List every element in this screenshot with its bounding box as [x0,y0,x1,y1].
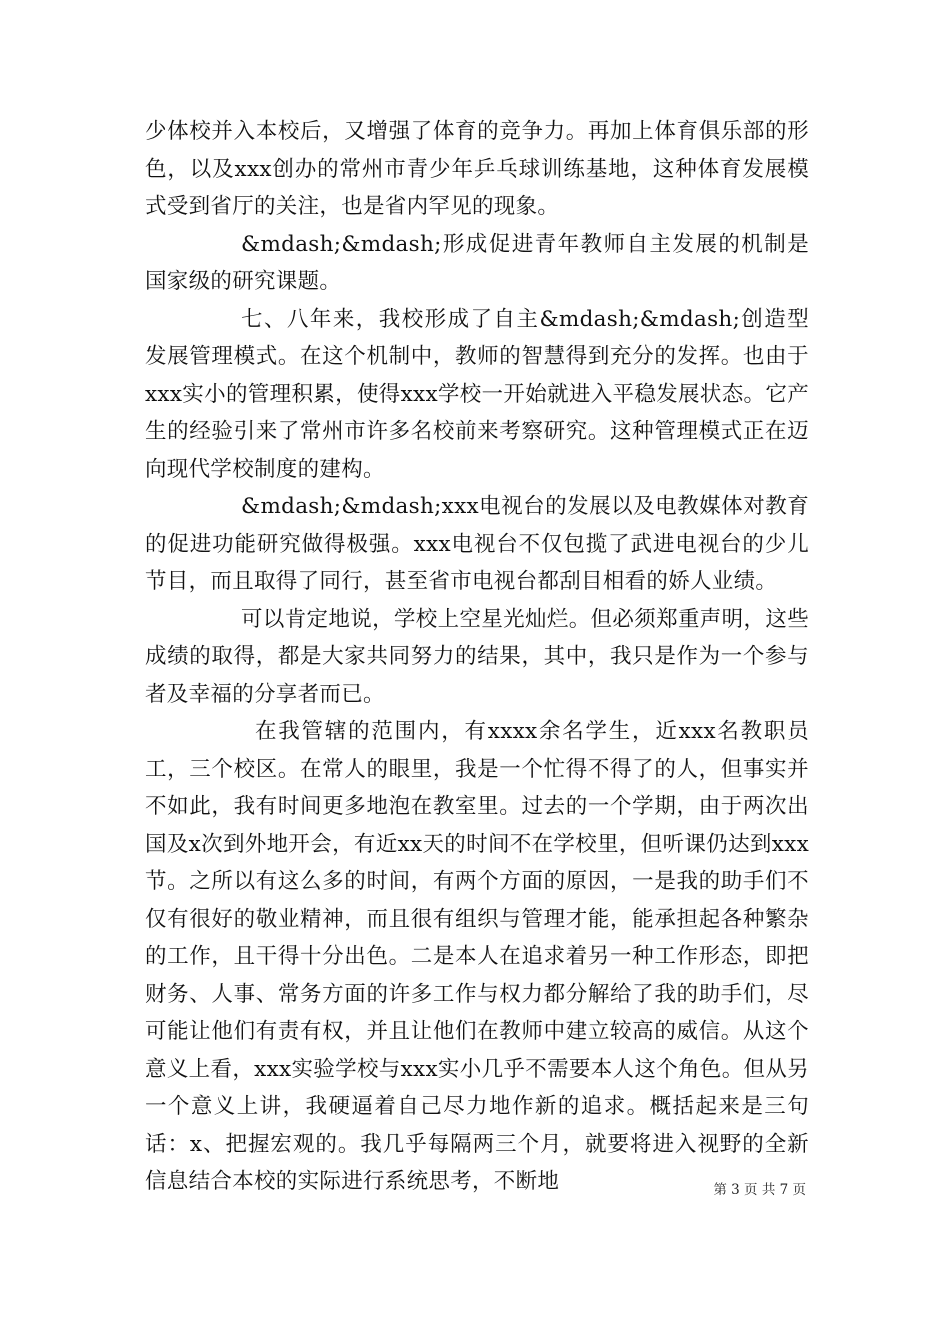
paragraph: 七、八年来，我校形成了自主&mdash;&mdash;创造型发展管理模式。在这个机制中，教师的智慧得到充分的发挥。也由于xxx实小的管理积累，使得xxx学校一开始就进入平稳发展状态。它产生的经验引来了常州市许多名校前来考察研究。这种管理模式正在迈向现代学校制度的建构。 [145,306,809,482]
paragraph: 可以肯定地说，学校上空星光灿烂。但必须郑重声明，这些成绩的取得，都是大家共同努力的结果，其中，我只是作为一个参与者及幸福的分享者而已。 [145,606,809,707]
paragraph: 少体校并入本校后，又增强了体育的竞争力。再加上体育俱乐部的形色，以及xxx创办的常州市青少年乒乓球训练基地，这种体育发展模式受到省厅的关注，也是省内罕见的现象。 [145,119,809,219]
page-number: 第 3 页 共 7 页 [713,1182,806,1198]
document-body [145,113,809,1201]
paragraph: &mdash;&mdash;xxx电视台的发展以及电教媒体对教育的促进功能研究做得极强。xxx电视台不仅包揽了武进电视台的少儿节目，而且取得了同行，甚至省市电视台都刮目相看的娇人业绩。 [145,494,809,594]
paragraph: &mdash;&mdash;形成促进青年教师自主发展的机制是国家级的研究课题。 [145,231,809,294]
paragraph: 在我管辖的范围内，有xxxx余名学生，近xxx名教职员工，三个校区。在常人的眼里，我是一个忙得不得了的人，但事实并不如此，我有时间更多地泡在教室里。过去的一个学期，由于两次出国及x次到外地开会，有近xx天的时间不在学校里，但听课仍达到xxx节。之所以有这么多的时间，有两个方面的原因，一是我的助手们不仅有很好的敬业精神，而且很有组织与管理才能，能承担起各种繁杂的工作，且干得十分出色。二是本人在追求着另一种工作形态，即把财务、人事、常务方面的许多工作与权力都分解给了我的助手们，尽可能让他们有责有权，并且让他们在教师中建立较高的威信。从这个意义上看，xxx实验学校与xxx实小几乎不需要本人这个角色。但从另一个意义上讲，我硬逼着自己尽力地作新的追求。概括起来是三句话：x、把握宏观的。我几乎每隔两三个月，就要将进入视野的全新信息结合本校的实际进行系统思考，不断地 [145,719,809,1194]
